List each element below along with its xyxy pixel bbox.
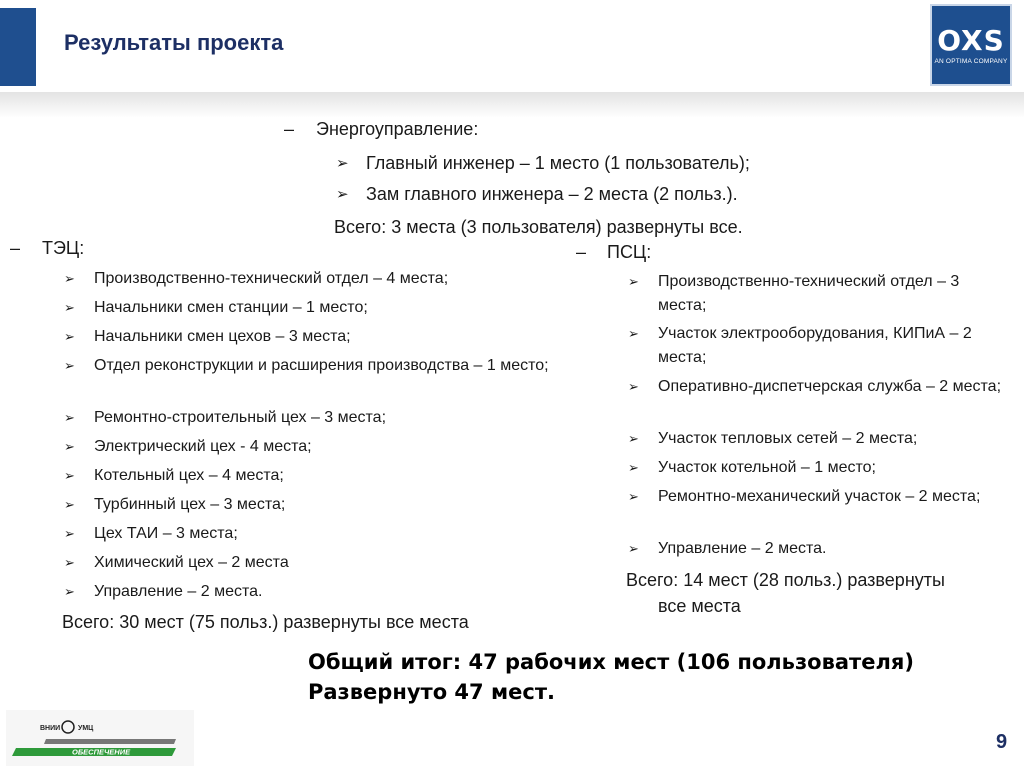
arrow-bullet-icon: ➢ (64, 526, 75, 541)
arrow-bullet-icon: ➢ (628, 326, 639, 341)
tec-item-text: Начальники смен цехов – 3 места; (94, 328, 351, 345)
arrow-bullet-icon: ➢ (628, 431, 639, 446)
tec-item-text: Котельный цех – 4 места; (94, 467, 284, 484)
energy-item (336, 181, 896, 207)
arrow-bullet-icon: ➢ (628, 460, 639, 475)
header-shadow (0, 92, 1024, 118)
footer-logo-text-right: УМЦ (78, 725, 94, 732)
tec-item (64, 354, 599, 378)
tec-item-text: Турбинный цех – 3 места; (94, 496, 286, 513)
psc-heading: ПСЦ: (607, 242, 652, 262)
footer-logo-text-top: ВНИИ (40, 725, 61, 732)
arrow-bullet-icon: ➢ (628, 541, 639, 556)
psc-item (628, 375, 1008, 399)
psc-item (628, 456, 1008, 480)
arrow-bullet-icon: ➢ (64, 439, 75, 454)
psc-item-text: Производственно-технический отдел – 3 места; (658, 273, 960, 314)
tec-item-text: Ремонтно-строительный цех – 3 места; (94, 409, 387, 426)
psc-item-text: Участок электрооборудования, КИПиА – 2 места; (658, 325, 972, 366)
energy-heading: Энергоуправление: (316, 119, 479, 139)
energy-item (336, 150, 896, 176)
tec-item (64, 325, 604, 349)
summary-line-2: Развернуто 47 мест. (308, 680, 555, 704)
arrow-bullet-icon: ➢ (628, 379, 639, 394)
tec-heading: ТЭЦ: (42, 238, 85, 258)
psc-item (628, 427, 1008, 451)
psc-item-text: Оперативно-диспетчерская служба – 2 места; (658, 378, 1002, 395)
energy-item-text: Главный инженер – 1 место (1 пользователь); (366, 153, 750, 173)
tec-item-text: Производственно-технический отдел – 4 места; (94, 270, 449, 287)
arrow-bullet-icon: ➢ (64, 271, 75, 286)
footer-logo-graphic-icon (6, 710, 194, 766)
psc-total: Всего: 14 мест (28 польз.) развернуты все места (626, 570, 945, 616)
oxs-logo-text: OXS (937, 24, 1005, 57)
summary-line-1: Общий итог: 47 рабочих мест (106 пользователя) (308, 650, 914, 674)
tec-total: Всего: 30 мест (75 польз.) развернуты все места (62, 612, 469, 632)
psc-item (628, 537, 1008, 561)
tec-item (64, 435, 604, 459)
arrow-bullet-icon: ➢ (336, 155, 349, 172)
tec-item (64, 580, 604, 604)
tec-item (64, 551, 604, 575)
tec-item (64, 522, 604, 546)
oxs-logo (930, 4, 1012, 86)
tec-dash: – (10, 238, 21, 258)
page-title: Результаты проекта (64, 30, 284, 55)
tec-item-text: Управление – 2 места. (94, 583, 263, 600)
arrow-bullet-icon: ➢ (628, 489, 639, 504)
psc-item (628, 485, 1003, 509)
footer-logo (6, 710, 194, 766)
psc-item-text: Участок тепловых сетей – 2 места; (658, 430, 918, 447)
tec-item-text: Начальники смен станции – 1 место; (94, 299, 368, 316)
arrow-bullet-icon: ➢ (64, 358, 75, 373)
tec-item (64, 267, 604, 291)
tec-item (64, 296, 604, 320)
tec-item (64, 406, 604, 430)
arrow-bullet-icon: ➢ (64, 329, 75, 344)
psc-item-text: Участок котельной – 1 место; (658, 459, 876, 476)
tec-item-text: Отдел реконструкции и расширения производства – 1 место; (94, 357, 549, 374)
psc-item-text: Ремонтно-механический участок – 2 места; (658, 488, 981, 505)
arrow-bullet-icon: ➢ (64, 468, 75, 483)
energy-dash: – (284, 119, 295, 139)
oxs-logo-subtitle: AN OPTIMA COMPANY (934, 58, 1008, 65)
energy-total: Всего: 3 места (3 пользователя) развернуты все. (334, 217, 743, 237)
arrow-bullet-icon: ➢ (64, 300, 75, 315)
energy-item-text: Зам главного инженера – 2 места (2 польз.). (366, 184, 738, 204)
psc-item-text: Управление – 2 места. (658, 540, 827, 557)
arrow-bullet-icon: ➢ (628, 274, 639, 289)
tec-item (64, 493, 604, 517)
psc-item (628, 322, 978, 370)
page-number: 9 (996, 731, 1008, 753)
tec-item (64, 464, 604, 488)
arrow-bullet-icon: ➢ (64, 584, 75, 599)
arrow-bullet-icon: ➢ (64, 410, 75, 425)
footer-logo-text-bottom: ОБЕСПЕЧЕНИЕ (72, 747, 131, 757)
tec-item-text: Электрический цех - 4 места; (94, 438, 312, 455)
tec-item-text: Химический цех – 2 места (94, 554, 289, 571)
psc-dash: – (576, 242, 587, 262)
arrow-bullet-icon: ➢ (64, 555, 75, 570)
psc-item (628, 270, 1008, 318)
tec-item-text: Цех ТАИ – 3 места; (94, 525, 238, 542)
accent-stripe (0, 8, 36, 86)
arrow-bullet-icon: ➢ (336, 186, 349, 203)
arrow-bullet-icon: ➢ (64, 497, 75, 512)
summary (308, 647, 914, 707)
